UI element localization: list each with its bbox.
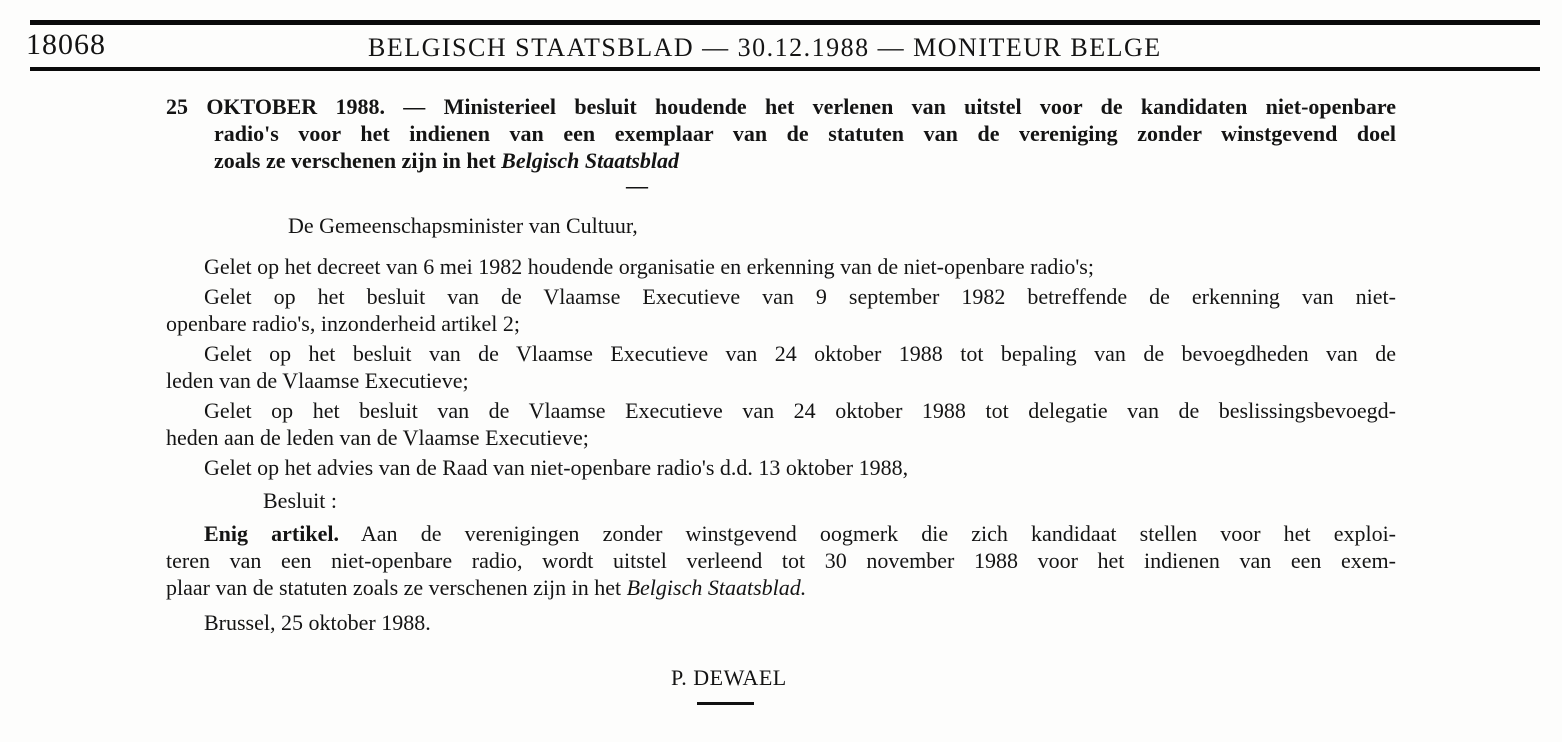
article-paragraph [166,520,1396,601]
recital-line: openbare radio's, inzonderheid artikel 2; [166,311,520,336]
article-line [166,520,1396,547]
recital-line: Gelet op het besluit van de Vlaamse Executieve van 24 oktober 1988 tot bepaling van de bevoegdheden van de [204,341,1396,366]
document-body [166,93,1396,705]
document-title [166,93,1396,174]
recitals [166,253,1396,481]
title-emphasis: Belgisch Staatsblad [501,148,680,173]
article-emphasis: Belgisch Staatsblad. [626,575,807,600]
title-line [166,147,1396,174]
recital-line: Gelet op het decreet van 6 mei 1982 houdende organisatie en erkenning van de niet-openbare radio's; [204,254,1094,279]
recital-line: Gelet op het besluit van de Vlaamse Executieve van 9 september 1982 betreffende de erkenning van niet- [204,284,1396,309]
recital-line: Gelet op het advies van de Raad van niet-openbare radio's d.d. 13 oktober 1988, [204,455,909,480]
recital-paragraph [166,454,1396,481]
salutation: De Gemeenschapsminister van Cultuur, [288,213,638,238]
recital-paragraph [166,397,1396,451]
title-line: radio's voor het indienen van een exemplaar van de statuten van de vereniging zonder winstgevend doel [214,121,1396,146]
end-rule [697,702,754,705]
journal-title: BELGISCH STAATSBLAD — 30.12.1988 — MONITEUR BELGE [368,33,1162,62]
page-number: 18068 [26,28,106,61]
separator-dash: — [626,173,648,198]
article-label: Enig artikel. [204,521,339,546]
recital-line: Gelet op het besluit van de Vlaamse Executieve van 24 oktober 1988 tot delegatie van de beslissingsbevoegd- [204,398,1396,423]
decision-heading: Besluit : [263,488,337,513]
recital-paragraph [166,253,1396,280]
recital-paragraph [166,340,1396,394]
recital-paragraph [166,283,1396,337]
article-line-text: Aan de verenigingen zonder winstgevend oogmerk die zich kandidaat stellen voor het exploi- [338,521,1397,546]
title-line-text: zoals ze verschenen zijn in het [214,148,502,173]
recital-line: leden van de Vlaamse Executieve; [166,368,469,393]
article-line: teren van een niet-openbare radio, wordt uitstel verleend tot 30 november 1988 voor het indienen van een exem- [166,548,1396,573]
article-line [166,574,1396,601]
page-header [0,25,1562,67]
recital-line: heden aan de leden van de Vlaamse Executieve; [166,425,589,450]
title-line: 25 OKTOBER 1988. — Ministerieel besluit houdende het verlenen van uitstel voor de kandidaten niet-openbare [166,94,1396,119]
header-rule-bottom [30,67,1540,71]
signature: P. DEWAEL [671,665,787,690]
dateline: Brussel, 25 oktober 1988. [204,610,431,635]
article-line-text: plaar van de statuten zoals ze verschenen zijn in het [166,575,627,600]
